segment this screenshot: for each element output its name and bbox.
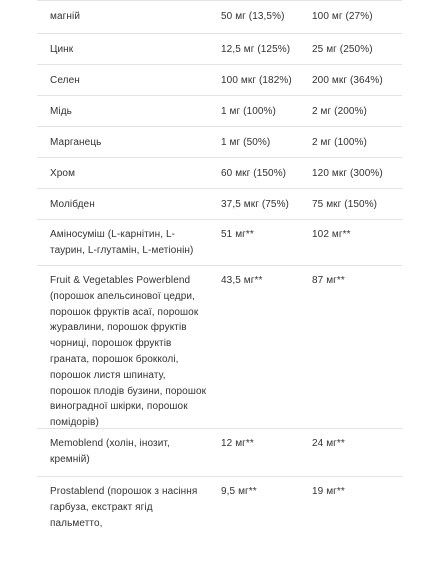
nutrient-dose-2: 100 мг (27%) [312,11,373,22]
nutrient-dose-1: 37,5 мкг (75%) [221,199,289,210]
nutrient-dose-1: 9,5 мг** [221,486,257,497]
table-row [37,95,402,126]
nutrient-name: Селен [50,75,80,86]
table-row [37,64,402,95]
nutrient-name: Марганець [50,137,102,148]
nutrient-dose-1: 100 мкг (182%) [221,75,292,86]
nutrient-dose-1: 12 мг** [221,438,254,449]
nutrient-dose-2: 2 мг (200%) [312,106,367,117]
table-row [37,0,402,33]
nutrient-dose-2: 120 мкг (300%) [312,168,383,179]
table-row [37,476,402,556]
nutrient-dose-1: 50 мг (13,5%) [221,11,285,22]
nutrient-name: Молібден [50,199,95,210]
nutrient-name: Memoblend (холін, інозит, кремній) [50,438,170,465]
nutrient-dose-1: 51 мг** [221,229,254,240]
nutrient-dose-2: 87 мг** [312,275,345,286]
nutrient-dose-2: 200 мкг (364%) [312,75,383,86]
nutrient-name: магній [50,11,81,22]
nutrient-name: Fruit & Vegetables Powerblend (порошок апельсинової цедри, порошок фруктів асаї, порошок журавлини, порошок фруктів чорниці, порошок фруктів граната, порошок брокколі, порошок листя шпинату, порошок плодів бузини, порошок виноградної шкірки, порошок помідорів) [50,275,207,429]
nutrition-table [37,0,402,556]
nutrient-dose-1: 60 мкг (150%) [221,168,287,179]
nutrient-dose-2: 102 мг** [312,229,351,240]
table-row [37,219,402,265]
nutrient-name: Аміносуміш (L-карнітин, L-таурин, L-глутамін, L-метіонін) [50,229,194,256]
nutrient-dose-1: 1 мг (100%) [221,106,276,117]
table-row [37,188,402,219]
table-row [37,428,402,476]
nutrient-dose-2: 2 мг (100%) [312,137,367,148]
nutrient-dose-1: 43,5 мг** [221,275,263,286]
table-row [37,126,402,157]
table-row [37,33,402,64]
table-row [37,157,402,188]
nutrient-name: Цинк [50,44,74,55]
nutrient-dose-2: 25 мг (250%) [312,44,373,55]
nutrient-dose-2: 75 мкг (150%) [312,199,378,210]
nutrient-name: Хром [50,168,76,179]
nutrient-dose-1: 1 мг (50%) [221,137,271,148]
table-row [37,265,402,428]
nutrient-dose-2: 24 мг** [312,438,345,449]
nutrient-name: Мідь [50,106,72,117]
nutrient-dose-2: 19 мг** [312,486,345,497]
nutrient-name: Prostablend (порошок з насіння гарбуза, екстракт ягід пальметто, [50,486,198,529]
nutrient-dose-1: 12,5 мг (125%) [221,44,291,55]
